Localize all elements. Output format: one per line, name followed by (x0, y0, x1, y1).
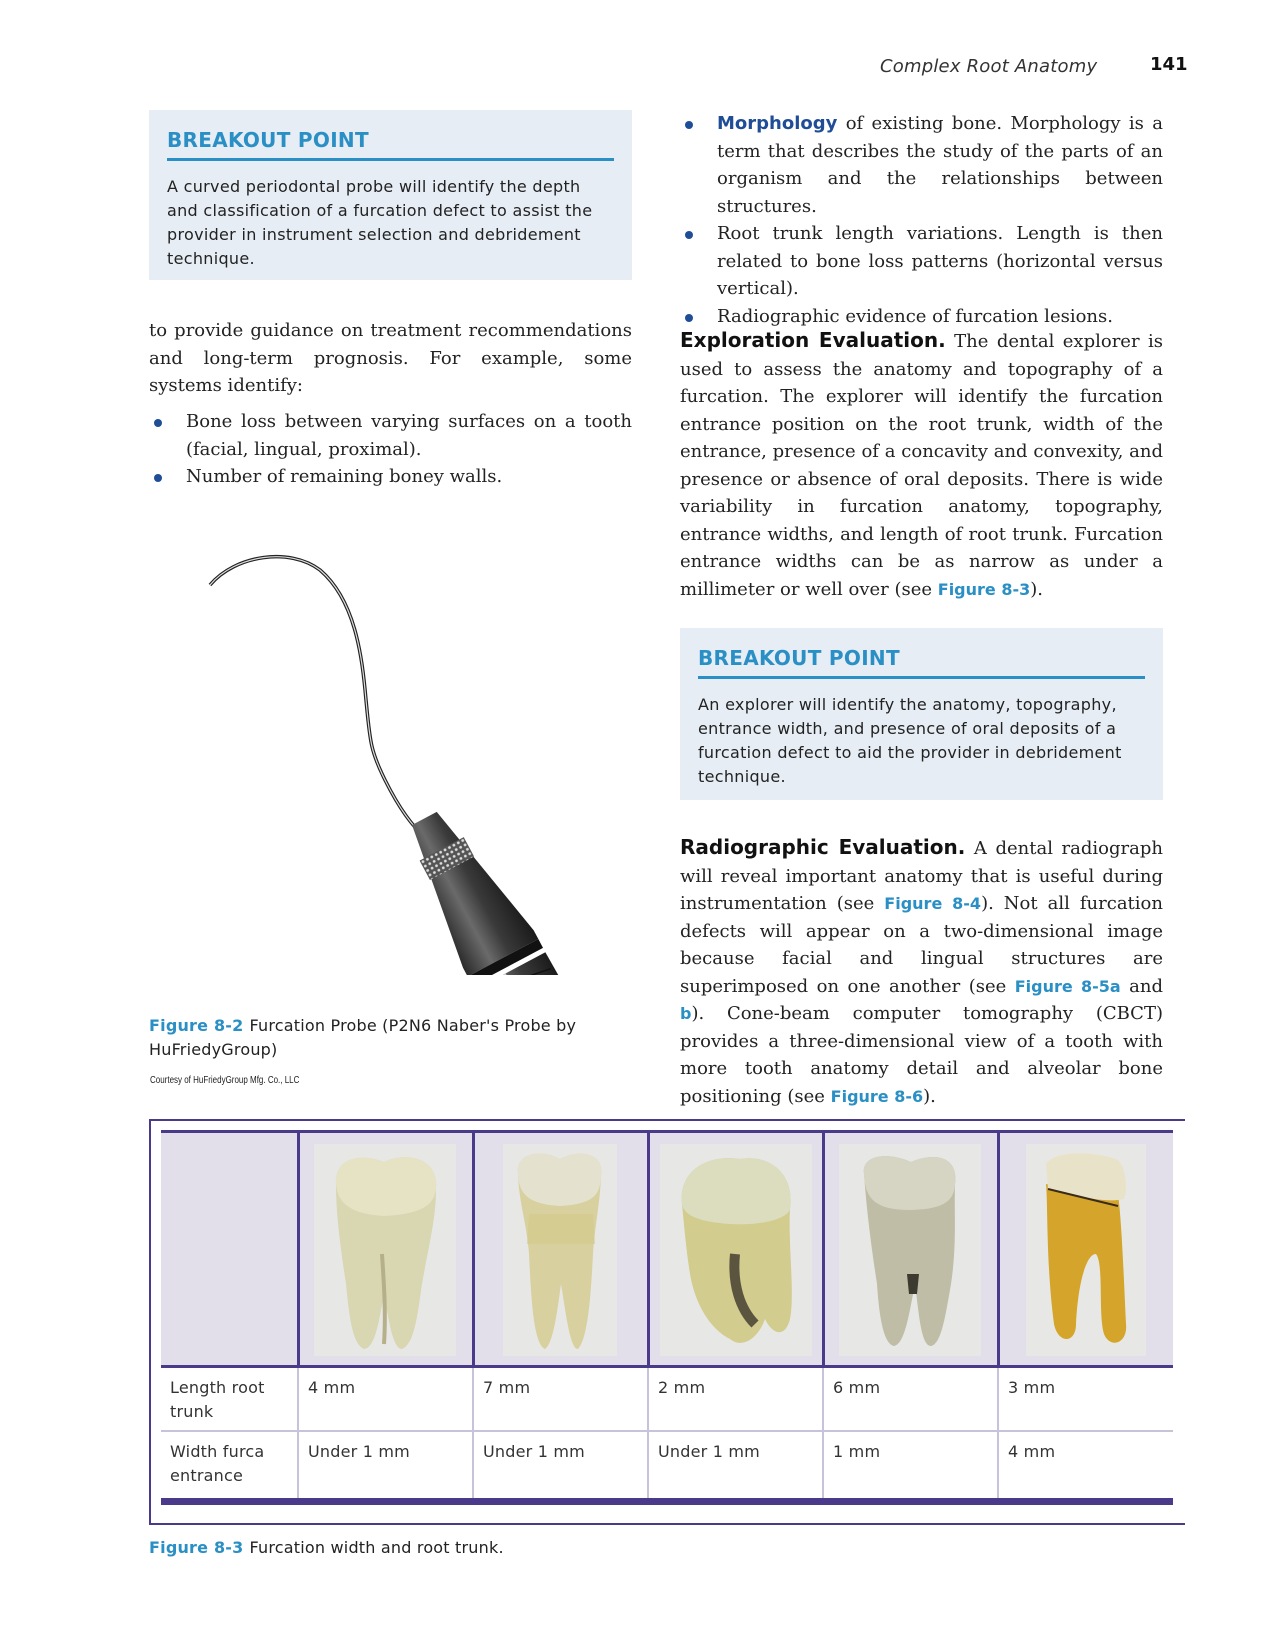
table-cell: 3 mm (998, 1367, 1173, 1432)
figure-link[interactable]: Figure 8-3 (937, 579, 1031, 599)
list-item (680, 303, 1163, 331)
list-item (680, 110, 1163, 220)
table-row (161, 1132, 1173, 1367)
figure-link[interactable]: Figure 8-5a (1014, 976, 1121, 996)
bullet-list (680, 110, 1163, 330)
tooth-image-cell (473, 1132, 648, 1367)
keyword: Morphology (717, 113, 838, 134)
table-cell: 4 mm (998, 1431, 1173, 1502)
figure-link[interactable]: b (680, 1004, 692, 1023)
breakout-text: A curved periodontal probe will identify the depth and classification of a furcation defect to assist the provider in instrument selection and debridement technique. (167, 177, 593, 268)
row-label: Length root trunk (161, 1367, 298, 1432)
page-number: 141 (1150, 54, 1188, 75)
list-item-text: Root trunk length variations. Length is then related to bone loss patterns (horizontal versus vertical). (717, 223, 1163, 299)
figure-caption-text: Furcation Probe (P2N6 Naber's Probe by HuFriedyGroup) (149, 1016, 577, 1059)
breakout-title: BREAKOUT POINT (698, 646, 1145, 679)
radiographic-evaluation-paragraph (680, 834, 1163, 1110)
bullet-icon (685, 231, 693, 239)
figure-label: Figure 8-2 (149, 1016, 244, 1035)
breakout-box (149, 110, 632, 280)
tooth-photo-3 (660, 1144, 812, 1356)
bullet-list (149, 408, 632, 491)
table-cell: Under 1 mm (648, 1431, 823, 1502)
tooth-image-cell (648, 1132, 823, 1367)
breakout-title: BREAKOUT POINT (167, 128, 614, 161)
paragraph-text: The dental explorer is used to assess the anatomy and topography of a furcation. The explorer will identify the furcation entrance position on the root trunk, width of the entrance, presence of a concavity and convexity, and presence or absence of oral deposits. There is wide variability in furcation anatomy, topography, entrance widths, and length of root trunk. Furcation entrance widths can be as narrow as under a millimeter or well over (see (680, 331, 1164, 600)
bullet-icon (685, 121, 693, 129)
paragraph-text: and (1120, 975, 1164, 997)
paragraph-text: ). (923, 1085, 936, 1107)
table-cell: 1 mm (823, 1431, 998, 1502)
table-cell: 2 mm (648, 1367, 823, 1432)
tooth-photo-1 (314, 1144, 456, 1356)
bullet-icon (685, 314, 693, 322)
table-row (161, 1367, 1173, 1432)
list-item-text: Bone loss between varying surfaces on a tooth (facial, lingual, proximal). (186, 411, 632, 460)
tooth-photo-4 (839, 1144, 981, 1356)
table-cell: 4 mm (298, 1367, 473, 1432)
image-credit: Courtesy of HuFriedyGroup Mfg. Co., LLC (150, 1075, 300, 1086)
tooth-image-cell (298, 1132, 473, 1367)
tooth-image-cell (998, 1132, 1173, 1367)
figure-label: Figure 8-3 (149, 1538, 244, 1557)
list-item-text: Number of remaining boney walls. (186, 466, 503, 487)
body-paragraph: to provide guidance on treatment recommendations and long-term prognosis. For example, some systems identify: (149, 320, 632, 396)
figure-caption (149, 1014, 632, 1062)
paragraph-text: ). Cone-beam computer tomography (CBCT) provides a three-dimensional view of a tooth with more tooth anatomy detail and alveolar bone positioning (see (680, 1003, 1163, 1107)
list-item-text: of existing bone. Morphology is a term that describes the study of the parts of an organism and the relationships between structures. (717, 113, 1163, 217)
list-item (680, 220, 1163, 303)
table-cell: Under 1 mm (473, 1431, 648, 1502)
bullet-icon (154, 419, 162, 427)
furcation-table (161, 1130, 1173, 1505)
periodontal-probe-image (180, 525, 600, 975)
figure-link[interactable]: Figure 8-4 (884, 894, 982, 913)
list-item (149, 463, 632, 491)
row-label: Width furca entrance (161, 1431, 298, 1502)
bullet-icon (154, 474, 162, 482)
figure-caption (149, 1536, 849, 1560)
breakout-text: An explorer will identify the anatomy, topography, entrance width, and presence of oral deposits of a furcation defect to aid the provider in debridement technique. (698, 695, 1122, 786)
list-item-text: Radiographic evidence of furcation lesions. (717, 305, 1113, 327)
list-item (149, 408, 632, 463)
table-row (161, 1431, 1173, 1502)
running-head: Complex Root Anatomy (880, 56, 1098, 77)
table-cell: 6 mm (823, 1367, 998, 1432)
paragraph-text: ). Not all furcation defects will appear on a two-dimensional image because facial and lingual structures are superimposed on one another (see (680, 893, 1163, 997)
paragraph-text: A dental radiograph will reveal important anatomy that is useful during instrumentation (see (680, 838, 1163, 914)
tooth-image-cell (823, 1132, 998, 1367)
breakout-box (680, 628, 1163, 800)
section-heading: Exploration Evaluation. (680, 328, 946, 352)
table-cell-empty (161, 1132, 298, 1367)
table-cell: 7 mm (473, 1367, 648, 1432)
table-cell: Under 1 mm (298, 1431, 473, 1502)
section-heading: Radiographic Evaluation. (680, 835, 966, 859)
exploration-evaluation-paragraph (680, 327, 1163, 603)
paragraph-text: ). (1030, 578, 1043, 600)
figure-caption-text: Furcation width and root trunk. (249, 1538, 504, 1557)
figure-link[interactable]: Figure 8-6 (830, 1086, 924, 1106)
tooth-photo-2 (503, 1144, 617, 1356)
tooth-photo-5 (1026, 1144, 1146, 1356)
